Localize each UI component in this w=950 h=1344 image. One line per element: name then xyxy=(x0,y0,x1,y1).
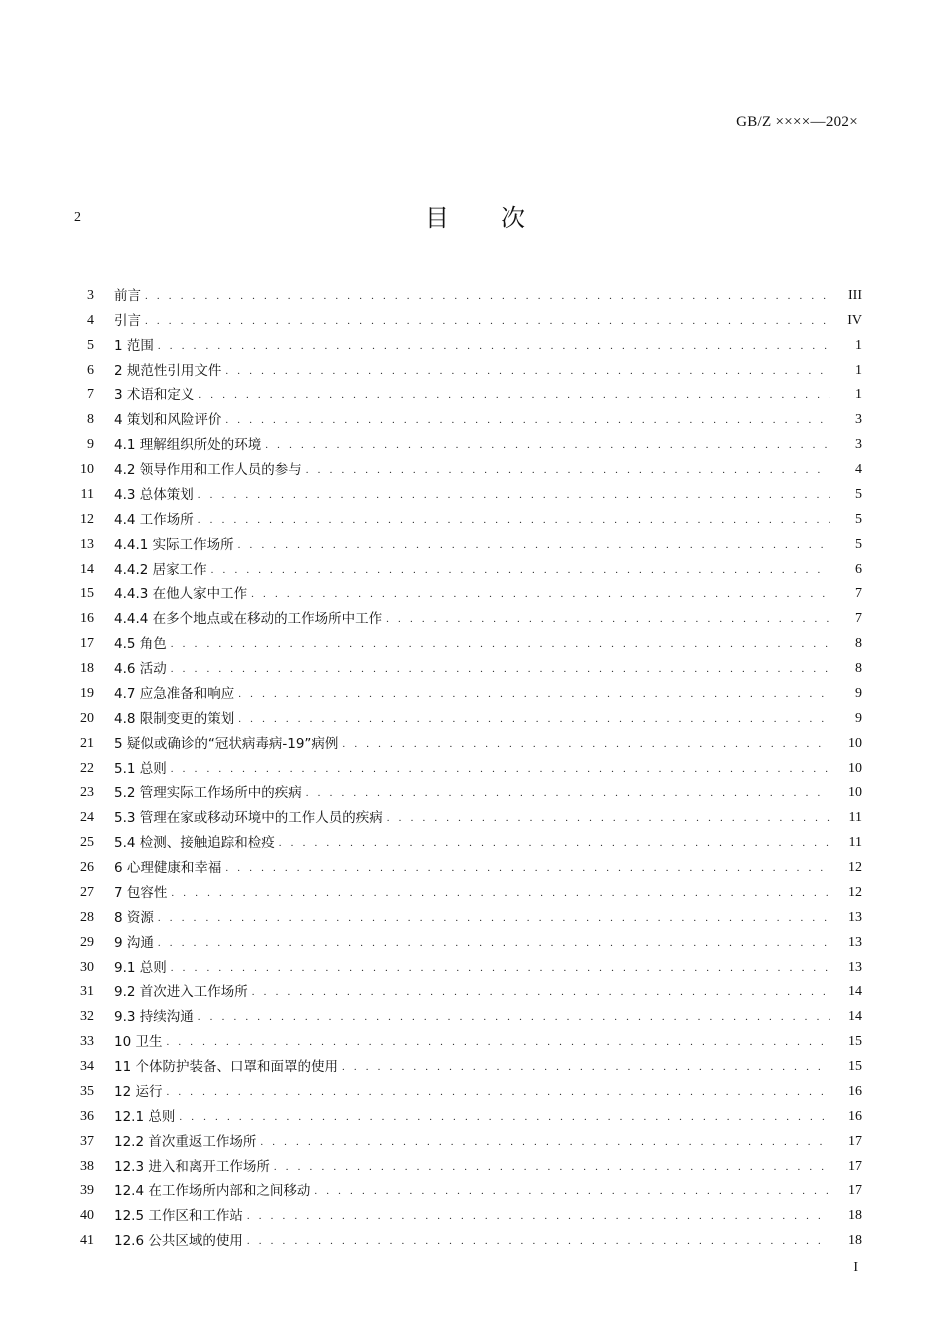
toc-row xyxy=(62,504,862,529)
dot-leader xyxy=(211,561,830,579)
toc-entry-title: 4 策划和风险评价 xyxy=(114,412,222,429)
toc-row xyxy=(62,429,862,454)
toc-row xyxy=(62,1101,862,1126)
toc-entry[interactable] xyxy=(114,859,862,877)
line-number: 14 xyxy=(80,561,94,577)
toc-entry-title: 12.4 在工作场所内部和之间移动 xyxy=(114,1183,311,1200)
dot-leader xyxy=(306,784,830,802)
toc-row xyxy=(62,454,862,479)
line-number: 4 xyxy=(87,312,94,328)
toc-row xyxy=(62,280,862,305)
page-title: 目次 xyxy=(425,204,577,232)
toc-row xyxy=(62,479,862,504)
toc-entry-page: 5 xyxy=(855,536,862,552)
toc-entry-page: 11 xyxy=(848,810,862,826)
line-number: 17 xyxy=(80,636,94,652)
dot-leader xyxy=(225,362,830,380)
toc-entry-page: 10 xyxy=(848,785,862,801)
line-number: 15 xyxy=(80,586,94,602)
toc-entry-title: 12.2 首次重返工作场所 xyxy=(114,1133,257,1150)
line-number: 16 xyxy=(80,611,94,627)
dot-leader xyxy=(171,884,830,902)
toc-entry-title: 4.6 活动 xyxy=(114,661,167,677)
dot-leader xyxy=(198,511,830,529)
toc-entry-title: 12 运行 xyxy=(114,1083,163,1100)
toc-entry-page: 13 xyxy=(848,934,862,950)
toc-entry-page: 9 xyxy=(855,710,862,726)
line-number: 38 xyxy=(80,1158,94,1174)
toc-row xyxy=(62,1151,862,1176)
toc-entry[interactable] xyxy=(114,959,862,977)
dot-leader xyxy=(166,1083,830,1101)
toc-row xyxy=(62,927,862,952)
line-number: 21 xyxy=(80,735,94,751)
toc-entry-title: 4.4.2 居家工作 xyxy=(114,561,207,578)
toc-entry-page: 15 xyxy=(848,1034,862,1050)
toc-row xyxy=(62,355,862,380)
toc-entry-page: 16 xyxy=(848,1108,862,1124)
title-line-number: 2 xyxy=(74,210,81,225)
dot-leader xyxy=(145,287,830,305)
dot-leader xyxy=(342,735,830,753)
dot-leader xyxy=(247,1232,830,1250)
line-number: 24 xyxy=(80,810,94,826)
toc-entry[interactable] xyxy=(114,884,862,902)
line-number: 18 xyxy=(80,661,94,676)
toc-entry[interactable] xyxy=(114,1108,862,1126)
line-number: 27 xyxy=(80,884,94,900)
toc-row xyxy=(62,380,862,405)
dot-leader xyxy=(247,1207,830,1225)
toc-row xyxy=(62,1051,862,1076)
toc-entry-title: 4.4.1 实际工作场所 xyxy=(114,536,234,553)
footer-page-number: I xyxy=(853,1260,858,1275)
toc-row xyxy=(62,728,862,753)
dot-leader xyxy=(171,635,830,653)
line-number: 22 xyxy=(80,760,94,776)
toc-row xyxy=(62,579,862,604)
toc-entry-title: 12.1 总则 xyxy=(114,1108,176,1125)
dot-leader xyxy=(342,1058,830,1076)
toc-row xyxy=(62,802,862,827)
toc-entry-page: 18 xyxy=(848,1233,862,1249)
toc-entry[interactable] xyxy=(114,635,862,653)
toc-entry[interactable] xyxy=(114,436,862,454)
toc-row xyxy=(62,1176,862,1201)
dot-leader xyxy=(166,1033,830,1051)
toc-entry[interactable] xyxy=(114,1008,862,1026)
toc-row xyxy=(62,529,862,554)
toc-entry-page: 7 xyxy=(855,611,862,627)
dot-leader xyxy=(171,959,830,977)
toc-entry[interactable] xyxy=(114,585,862,603)
toc-row xyxy=(62,1200,862,1225)
toc-entry-title: 5.4 检测、接触追踪和检疫 xyxy=(114,835,275,852)
toc-entry-title: 9.3 持续沟通 xyxy=(114,1009,194,1026)
toc-entry-page: 12 xyxy=(848,860,862,875)
line-number: 39 xyxy=(80,1183,94,1199)
toc-entry-page: 4 xyxy=(855,462,862,477)
toc-entry[interactable] xyxy=(114,610,862,628)
dot-leader xyxy=(198,386,830,404)
toc-entry-title: 4.8 限制变更的策划 xyxy=(114,710,235,727)
dot-leader xyxy=(238,685,830,703)
dot-leader xyxy=(238,536,830,554)
dot-leader xyxy=(279,834,830,852)
toc-row xyxy=(62,1026,862,1051)
line-number: 35 xyxy=(80,1083,94,1099)
toc-entry-title: 引言 xyxy=(114,312,141,329)
line-number: 19 xyxy=(80,685,94,701)
line-number: 36 xyxy=(80,1108,94,1124)
toc-entry-title: 12.5 工作区和工作站 xyxy=(114,1208,243,1225)
line-number: 7 xyxy=(87,387,94,403)
line-number: 31 xyxy=(80,984,94,1000)
line-number: 25 xyxy=(80,835,94,851)
dot-leader xyxy=(198,1008,830,1026)
toc-entry-page: 12 xyxy=(848,884,862,900)
document-code: GB/Z ××××—202× xyxy=(736,114,858,130)
dot-leader xyxy=(238,710,830,728)
toc-entry[interactable] xyxy=(114,660,862,678)
toc-entry[interactable] xyxy=(114,362,862,380)
toc-entry-page: 8 xyxy=(855,661,862,676)
toc-entry-title: 前言 xyxy=(114,287,141,304)
toc-row xyxy=(62,1001,862,1026)
toc-entry-title: 9 沟通 xyxy=(114,934,154,951)
toc-entry-title: 4.3 总体策划 xyxy=(114,486,194,503)
toc-entry[interactable] xyxy=(114,909,862,927)
toc-entry[interactable] xyxy=(114,1207,862,1225)
toc-entry-page: III xyxy=(848,287,862,303)
toc-row xyxy=(62,678,862,703)
toc-row xyxy=(62,404,862,429)
toc-entry-page: 9 xyxy=(855,685,862,701)
toc-entry-page: IV xyxy=(847,312,862,328)
line-number: 3 xyxy=(87,287,94,303)
dot-leader xyxy=(387,809,830,827)
toc-entry-page: 3 xyxy=(855,437,862,453)
toc-row xyxy=(62,827,862,852)
line-number: 28 xyxy=(80,909,94,925)
toc-row xyxy=(62,977,862,1002)
line-number: 41 xyxy=(80,1233,94,1249)
line-number: 32 xyxy=(80,1009,94,1025)
dot-leader xyxy=(225,411,830,429)
toc-row xyxy=(62,703,862,728)
toc-entry-page: 16 xyxy=(848,1083,862,1099)
line-number: 11 xyxy=(80,486,94,502)
toc-row xyxy=(62,1225,862,1250)
dot-leader xyxy=(386,610,830,628)
toc-entry-page: 18 xyxy=(848,1208,862,1224)
toc-entry-title: 8 资源 xyxy=(114,909,154,926)
toc-entry-title: 4.4.3 在他人家中工作 xyxy=(114,586,248,603)
dot-leader xyxy=(158,909,830,927)
dot-leader xyxy=(145,312,830,330)
dot-leader xyxy=(171,760,830,778)
line-number: 33 xyxy=(80,1034,94,1050)
toc-entry-title: 4.4 工作场所 xyxy=(114,511,194,528)
dot-leader xyxy=(171,660,830,678)
line-number: 6 xyxy=(87,362,94,378)
toc-entry[interactable] xyxy=(114,1083,862,1101)
toc-entry-title: 5.1 总则 xyxy=(114,760,167,777)
toc-row xyxy=(62,902,862,927)
toc-row xyxy=(62,554,862,579)
toc-entry-title: 5.3 管理在家或移动环境中的工作人员的疾病 xyxy=(114,810,383,827)
dot-leader xyxy=(314,1182,830,1200)
toc-row xyxy=(62,305,862,330)
toc-row xyxy=(62,1126,862,1151)
dot-leader xyxy=(265,436,830,454)
line-number: 40 xyxy=(80,1208,94,1224)
toc-entry-title: 4.2 领导作用和工作人员的参与 xyxy=(114,462,302,478)
toc-entry-title: 5 疑似或确诊的“冠状病毒病-19”病例 xyxy=(114,735,339,752)
toc-entry[interactable] xyxy=(114,735,862,753)
toc-entry[interactable] xyxy=(114,337,862,355)
toc-row xyxy=(62,653,862,678)
line-number: 10 xyxy=(80,462,94,477)
line-number: 12 xyxy=(80,511,94,527)
toc-entry-page: 5 xyxy=(855,511,862,527)
toc-row xyxy=(62,330,862,355)
toc-entry[interactable] xyxy=(114,685,862,703)
toc-entry-page: 1 xyxy=(855,362,862,378)
dot-leader xyxy=(251,585,830,603)
toc-entry-page: 17 xyxy=(848,1158,862,1174)
toc-row xyxy=(62,1076,862,1101)
dot-leader xyxy=(198,486,830,504)
line-number: 20 xyxy=(80,710,94,726)
toc-entry-title: 7 包容性 xyxy=(114,884,168,901)
dot-leader xyxy=(158,934,830,952)
toc-entry-page: 7 xyxy=(855,586,862,602)
toc-entry-page: 15 xyxy=(848,1059,862,1074)
dot-leader xyxy=(158,337,830,355)
toc-entry-page: 1 xyxy=(855,337,862,353)
toc-entry[interactable] xyxy=(114,1232,862,1250)
toc-entry[interactable] xyxy=(114,983,862,1001)
toc-row xyxy=(62,753,862,778)
toc-entry-page: 13 xyxy=(848,909,862,925)
line-number: 8 xyxy=(87,412,94,428)
toc-entry[interactable] xyxy=(114,511,862,529)
toc-entry[interactable] xyxy=(114,411,862,429)
toc-entry-page: 1 xyxy=(855,387,862,403)
toc-entry-page: 5 xyxy=(855,486,862,502)
dot-leader xyxy=(179,1108,830,1126)
toc-entry-page: 13 xyxy=(848,959,862,975)
toc-row xyxy=(62,877,862,902)
toc-entry[interactable] xyxy=(114,760,862,778)
toc-entry[interactable] xyxy=(114,287,862,305)
toc-entry-title: 4.4.4 在多个地点或在移动的工作场所中工作 xyxy=(114,611,383,628)
line-number: 26 xyxy=(80,860,94,875)
toc-entry[interactable] xyxy=(114,561,862,579)
toc-entry[interactable] xyxy=(114,1058,862,1076)
dot-leader xyxy=(274,1158,830,1176)
toc-entry-page: 14 xyxy=(848,984,862,1000)
toc-entry-page: 17 xyxy=(848,1133,862,1149)
toc-entry[interactable] xyxy=(114,1182,862,1200)
toc-entry-page: 10 xyxy=(848,735,862,751)
toc-entry[interactable] xyxy=(114,386,862,404)
dot-leader xyxy=(252,983,830,1001)
toc-entry-title: 2 规范性引用文件 xyxy=(114,362,222,379)
line-number: 13 xyxy=(80,536,94,552)
line-number: 29 xyxy=(80,934,94,950)
toc-row xyxy=(62,628,862,653)
toc-entry[interactable] xyxy=(114,1158,862,1176)
toc-entry-page: 6 xyxy=(855,561,862,577)
toc-entry-page: 14 xyxy=(848,1009,862,1025)
toc-entry[interactable] xyxy=(114,461,862,479)
toc-entry-title: 10 卫生 xyxy=(114,1034,163,1051)
toc-entry-title: 5.2 管理实际工作场所中的疾病 xyxy=(114,785,302,802)
toc-entry[interactable] xyxy=(114,784,862,802)
toc-entry[interactable] xyxy=(114,834,862,852)
toc-entry-page: 3 xyxy=(855,412,862,428)
toc-entry-page: 10 xyxy=(848,760,862,776)
toc-entry-title: 6 心理健康和幸福 xyxy=(114,860,222,876)
toc-entry[interactable] xyxy=(114,312,862,330)
toc-entry-title: 12.3 进入和离开工作场所 xyxy=(114,1158,270,1175)
dot-leader xyxy=(306,461,830,479)
line-number: 34 xyxy=(80,1059,94,1074)
toc-entry[interactable] xyxy=(114,536,862,554)
toc-entry-page: 11 xyxy=(848,835,862,851)
toc-entry[interactable] xyxy=(114,809,862,827)
table-of-contents xyxy=(62,280,862,1250)
toc-entry-title: 1 范围 xyxy=(114,337,154,354)
toc-entry-page: 8 xyxy=(855,636,862,652)
toc-entry-title: 4.7 应急准备和响应 xyxy=(114,685,235,702)
line-number: 9 xyxy=(87,437,94,453)
dot-leader xyxy=(260,1133,830,1151)
dot-leader xyxy=(225,859,830,877)
toc-row xyxy=(62,778,862,803)
toc-entry-title: 9.1 总则 xyxy=(114,959,167,976)
toc-row xyxy=(62,952,862,977)
toc-entry-title: 11 个体防护装备、口罩和面罩的使用 xyxy=(114,1059,338,1075)
line-number: 30 xyxy=(80,959,94,975)
toc-entry[interactable] xyxy=(114,1133,862,1151)
line-number: 37 xyxy=(80,1133,94,1149)
toc-entry[interactable] xyxy=(114,710,862,728)
toc-entry-title: 4.5 角色 xyxy=(114,636,167,653)
toc-entry-page: 17 xyxy=(848,1183,862,1199)
toc-row xyxy=(62,603,862,628)
toc-entry[interactable] xyxy=(114,1033,862,1051)
toc-row xyxy=(62,852,862,877)
line-number: 5 xyxy=(87,337,94,353)
toc-entry-title: 9.2 首次进入工作场所 xyxy=(114,984,248,1001)
toc-entry-title: 4.1 理解组织所处的环境 xyxy=(114,437,262,454)
toc-entry-title: 3 术语和定义 xyxy=(114,387,195,404)
line-number: 23 xyxy=(80,785,94,801)
toc-entry-title: 12.6 公共区域的使用 xyxy=(114,1233,243,1250)
toc-entry[interactable] xyxy=(114,486,862,504)
toc-entry[interactable] xyxy=(114,934,862,952)
